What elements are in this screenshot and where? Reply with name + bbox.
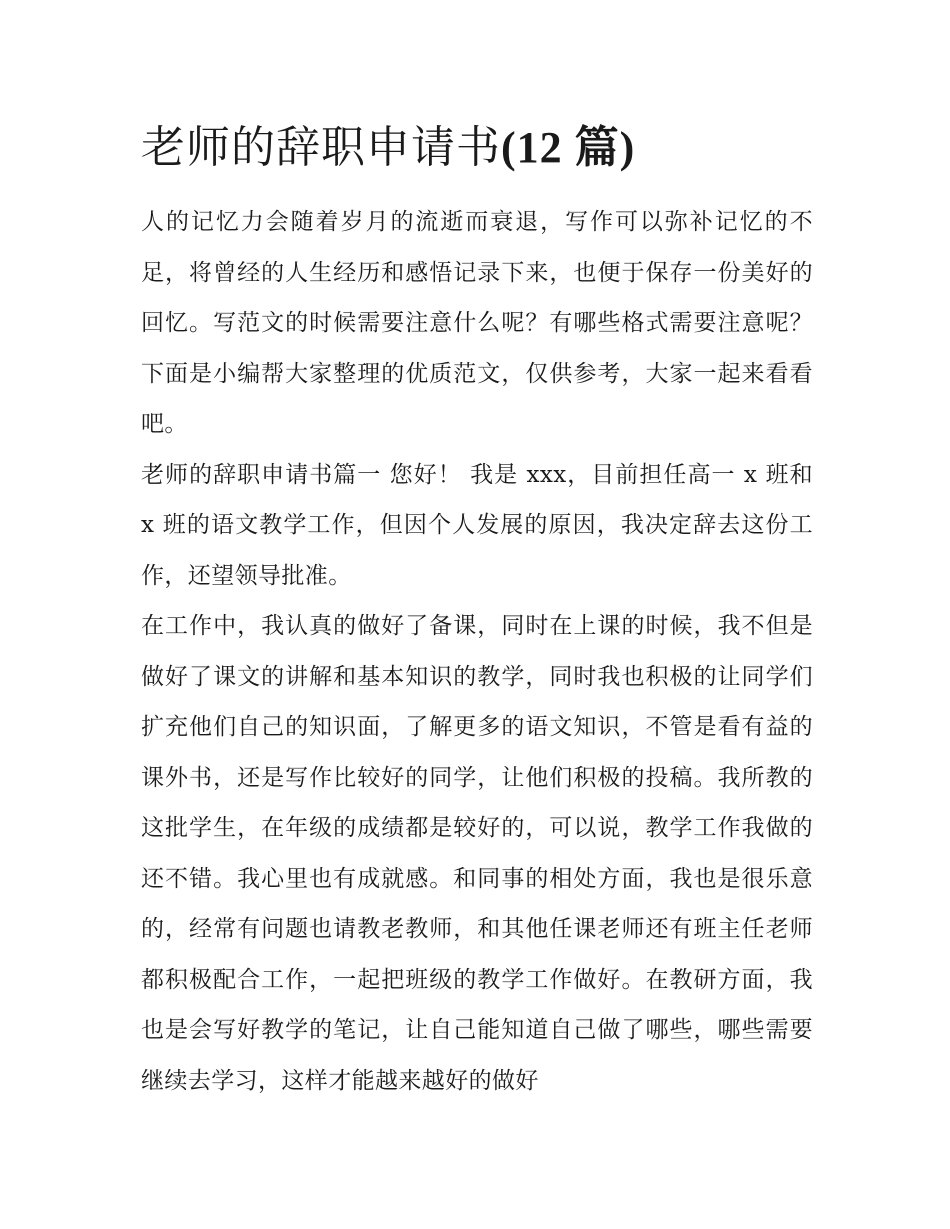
section-one-opening-paragraph: 老师的辞职申请书篇一 您好！ 我是 xxx，目前担任高一 x 班和 x 班的语文教学工作，但因个人发展的原因，我决定辞去这份工作，还望领导批准。	[141, 461, 813, 589]
document-body	[141, 197, 813, 1106]
work-summary-paragraph: 在工作中，我认真的做好了备课，同时在上课的时候，我不但是做好了课文的讲解和基本知识的教学，同时我也积极的让同学们扩充他们自己的知识面，了解更多的语文知识，不管是看有益的课外书，还是写作比较好的同学，让他们积极的投稿。我所教的这批学生，在年级的成绩都是较好的，可以说，教学工作我做的还不错。我心里也有成就感。和同事的相处方面，我也是很乐意的，经常有问题也请教老教师，和其他任课老师还有班主任老师都积极配合工作，一起把班级的教学工作做好。在教研方面，我也是会写好教学的笔记，让自己能知道自己做了哪些，哪些需要继续去学习，这样才能越来越好的做好	[141, 613, 813, 1094]
title-count: (12 篇)	[501, 123, 636, 172]
document-title	[141, 118, 841, 178]
title-main: 老师的辞职申请书	[141, 122, 501, 173]
intro-paragraph: 人的记忆力会随着岁月的流逝而衰退，写作可以弥补记忆的不足，将曾经的人生经历和感悟记录下来，也便于保存一份美好的回忆。写范文的时候需要注意什么呢？有哪些格式需要注意呢？下面是小编帮大家整理的优质范文，仅供参考，大家一起来看看吧。	[141, 209, 813, 437]
